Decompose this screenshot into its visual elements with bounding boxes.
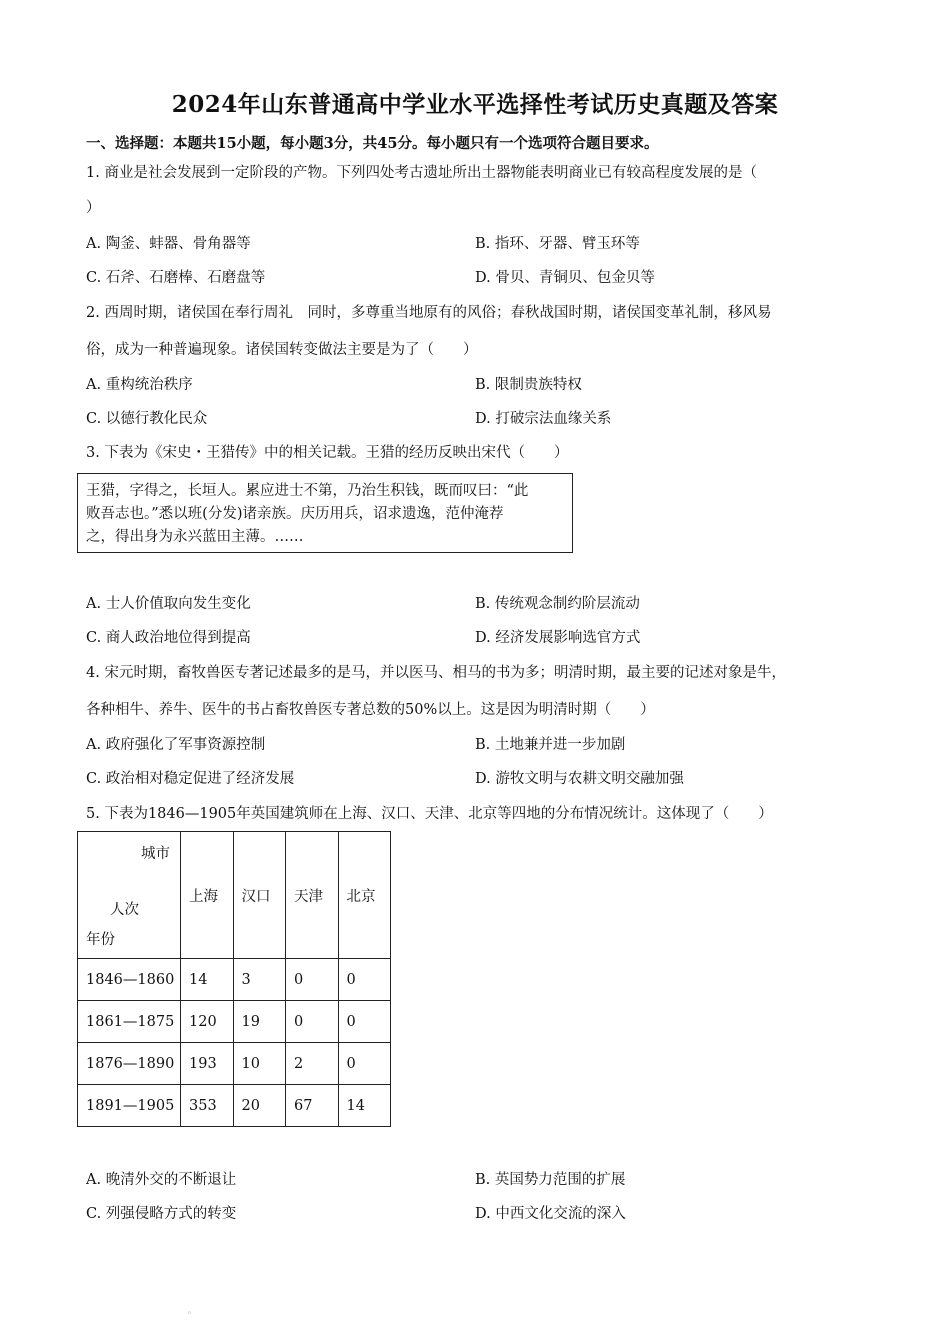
q3-option-d: D. 经济发展影响选官方式	[475, 630, 641, 646]
column-header-beijing: 北京	[338, 832, 391, 959]
quote-line: 败吾志也。”悉以班(分发)诸亲族。庆历用兵，诏求遗逸，范仲淹荐	[86, 506, 504, 522]
q5-option-c: C. 列强侵略方式的转变	[86, 1206, 237, 1222]
q3-quote-box	[77, 473, 573, 553]
value-cell: 193	[181, 1043, 234, 1085]
value-cell: 353	[181, 1085, 234, 1127]
column-header-shanghai: 上海	[181, 832, 234, 959]
period-cell: 1876—1890	[78, 1043, 181, 1085]
value-cell: 3	[233, 959, 286, 1001]
q5-option-b: B. 英国势力范围的扩展	[475, 1172, 626, 1188]
table-row	[78, 1043, 391, 1085]
period-cell: 1846—1860	[78, 959, 181, 1001]
diagonal-header-cell	[78, 832, 181, 959]
q1-option-b: B. 指环、牙器、臂玉环等	[475, 236, 640, 252]
q2-option-b: B. 限制贵族特权	[475, 377, 582, 393]
footer-mark: 。	[188, 1306, 196, 1315]
page-title: 2024年山东普通高中学业水平选择性考试历史真题及答案	[171, 91, 779, 118]
column-header-hankou: 汉口	[233, 832, 286, 959]
q2-option-c: C. 以德行教化民众	[86, 411, 208, 427]
value-cell: 0	[286, 959, 339, 1001]
header-city: 城市	[141, 846, 170, 862]
value-cell: 10	[233, 1043, 286, 1085]
q2-stem-line2: 俗，成为一种普遍现象。诸侯国转变做法主要是为了（ ）	[86, 342, 478, 358]
q1-stem-line1: 1. 商业是社会发展到一定阶段的产物。下列四处考古遗址所出土器物能表明商业已有较高程度发展的是（	[86, 165, 757, 181]
q5-statistics-table	[77, 831, 391, 1127]
table-header-row	[78, 832, 391, 959]
value-cell: 0	[338, 1043, 391, 1085]
q2-stem-line1: 2. 西周时期，诸侯国在奉行周礼 同时，多尊重当地原有的风俗；春秋战国时期，诸侯国变革礼制，移风易	[86, 305, 772, 321]
value-cell: 19	[233, 1001, 286, 1043]
section-header: 一、选择题：本题共15小题，每小题3分，共45分。每小题只有一个选项符合题目要求。	[86, 135, 659, 152]
q1-option-a: A. 陶釜、蚌器、骨角器等	[86, 236, 251, 252]
q3-option-a: A. 士人价值取向发生变化	[86, 596, 251, 612]
q2-option-a: A. 重构统治秩序	[86, 377, 193, 393]
q3-option-c: C. 商人政治地位得到提高	[86, 630, 251, 646]
q4-option-d: D. 游牧文明与农耕文明交融加强	[475, 771, 684, 787]
q5-stem: 5. 下表为1846—1905年英国建筑师在上海、汉口、天津、北京等四地的分布情况统计。这体现了（ ）	[86, 806, 773, 822]
value-cell: 14	[338, 1085, 391, 1127]
value-cell: 0	[338, 959, 391, 1001]
header-year: 年份	[86, 932, 115, 948]
q4-stem-line1: 4. 宋元时期，畜牧兽医专著记述最多的是马，并以医马、相马的书为多；明清时期，最主要的记述对象是牛，	[86, 665, 786, 681]
table-row	[78, 1001, 391, 1043]
period-cell: 1861—1875	[78, 1001, 181, 1043]
quote-line: 之，得出身为永兴蓝田主薄。……	[86, 529, 304, 545]
column-header-tianjin: 天津	[286, 832, 339, 959]
value-cell: 120	[181, 1001, 234, 1043]
value-cell: 20	[233, 1085, 286, 1127]
q4-option-c: C. 政治相对稳定促进了经济发展	[86, 771, 295, 787]
value-cell: 14	[181, 959, 234, 1001]
q1-option-d: D. 骨贝、青铜贝、包金贝等	[475, 270, 655, 286]
q2-option-d: D. 打破宗法血缘关系	[475, 411, 612, 427]
q1-stem-line2: ）	[86, 200, 101, 216]
period-cell: 1891—1905	[78, 1085, 181, 1127]
value-cell: 0	[286, 1001, 339, 1043]
q4-option-b: B. 土地兼并进一步加剧	[475, 737, 626, 753]
q3-option-b: B. 传统观念制约阶层流动	[475, 596, 640, 612]
q4-option-a: A. 政府强化了军事资源控制	[86, 737, 266, 753]
table-row	[78, 959, 391, 1001]
value-cell: 0	[338, 1001, 391, 1043]
q3-stem: 3. 下表为《宋史・王猎传》中的相关记载。王猎的经历反映出宋代（ ）	[86, 445, 569, 461]
value-cell: 67	[286, 1085, 339, 1127]
quote-line: 王猎，字得之，长垣人。累应进士不第，乃治生积钱，既而叹曰：“此	[86, 483, 529, 499]
value-cell: 2	[286, 1043, 339, 1085]
q4-stem-line2: 各种相牛、养牛、医牛的书占畜牧兽医专著总数的50%以上。这是因为明清时期（ ）	[86, 702, 655, 718]
q5-option-d: D. 中西文化交流的深入	[475, 1206, 626, 1222]
header-count: 人次	[110, 902, 139, 918]
table-row	[78, 1085, 391, 1127]
q1-option-c: C. 石斧、石磨棒、石磨盘等	[86, 270, 266, 286]
q5-option-a: A. 晚清外交的不断退让	[86, 1172, 237, 1188]
